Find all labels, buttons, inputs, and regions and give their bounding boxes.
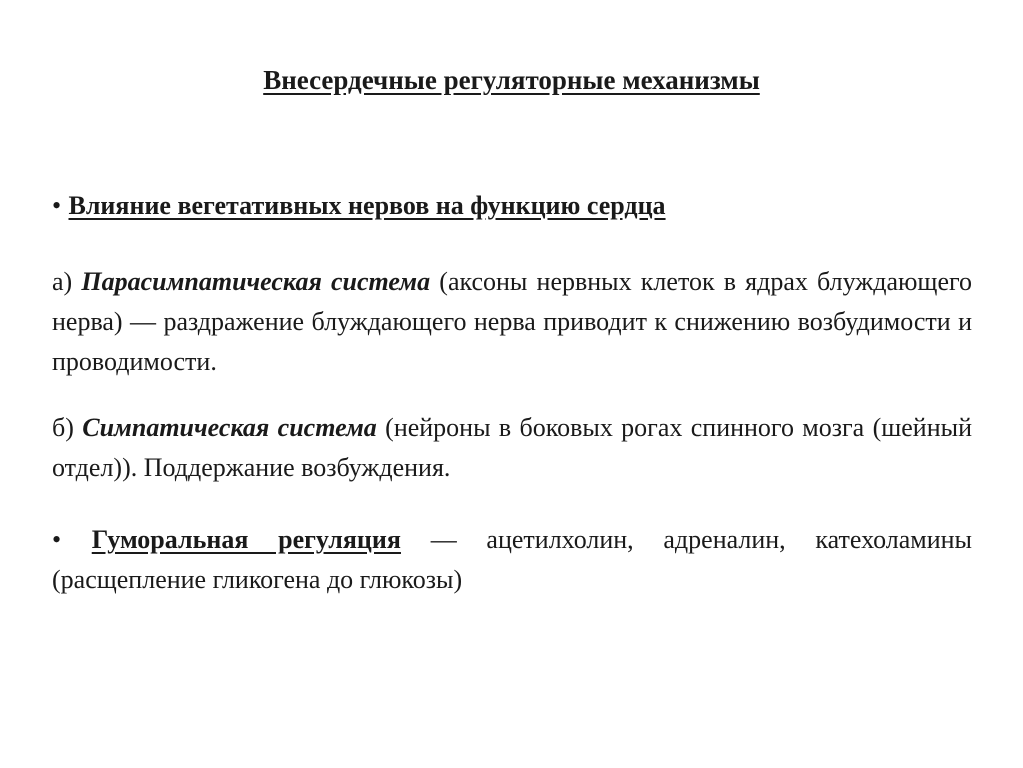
bullet-humoral-regulation: [52, 520, 972, 600]
para-b-term: Симпатическая система: [82, 413, 377, 442]
section1-heading: Влияние вегетативных нервов на функцию сердца: [68, 191, 666, 220]
section2-heading: Гуморальная регуляция: [91, 525, 401, 554]
para-b-prefix: б): [52, 413, 74, 442]
paragraph-parasympathetic: [52, 262, 972, 382]
section2-text: — ацетилхолин, адреналин, катехоламины (расщепление гликогена до глюкозы): [52, 525, 973, 594]
bullet-vegetative-nerves: [52, 186, 972, 226]
para-a-prefix: а): [52, 267, 73, 296]
para-b-text: (нейроны в боковых рогах спинного мозга (шейный отдел)). Поддержание возбуждения.: [52, 413, 973, 482]
bullet-icon: •: [52, 525, 62, 554]
bullet-icon: •: [52, 191, 62, 220]
para-a-text: (аксоны нервных клеток в ядрах блуждающего нерва) — раздражение блуждающего нерва приводит к снижению возбудимости и проводимости.: [52, 267, 972, 376]
slide-title: Внесердечные регуляторные механизмы: [263, 65, 760, 95]
paragraph-sympathetic: [52, 408, 972, 488]
para-a-term: Парасимпатическая система: [81, 267, 431, 296]
